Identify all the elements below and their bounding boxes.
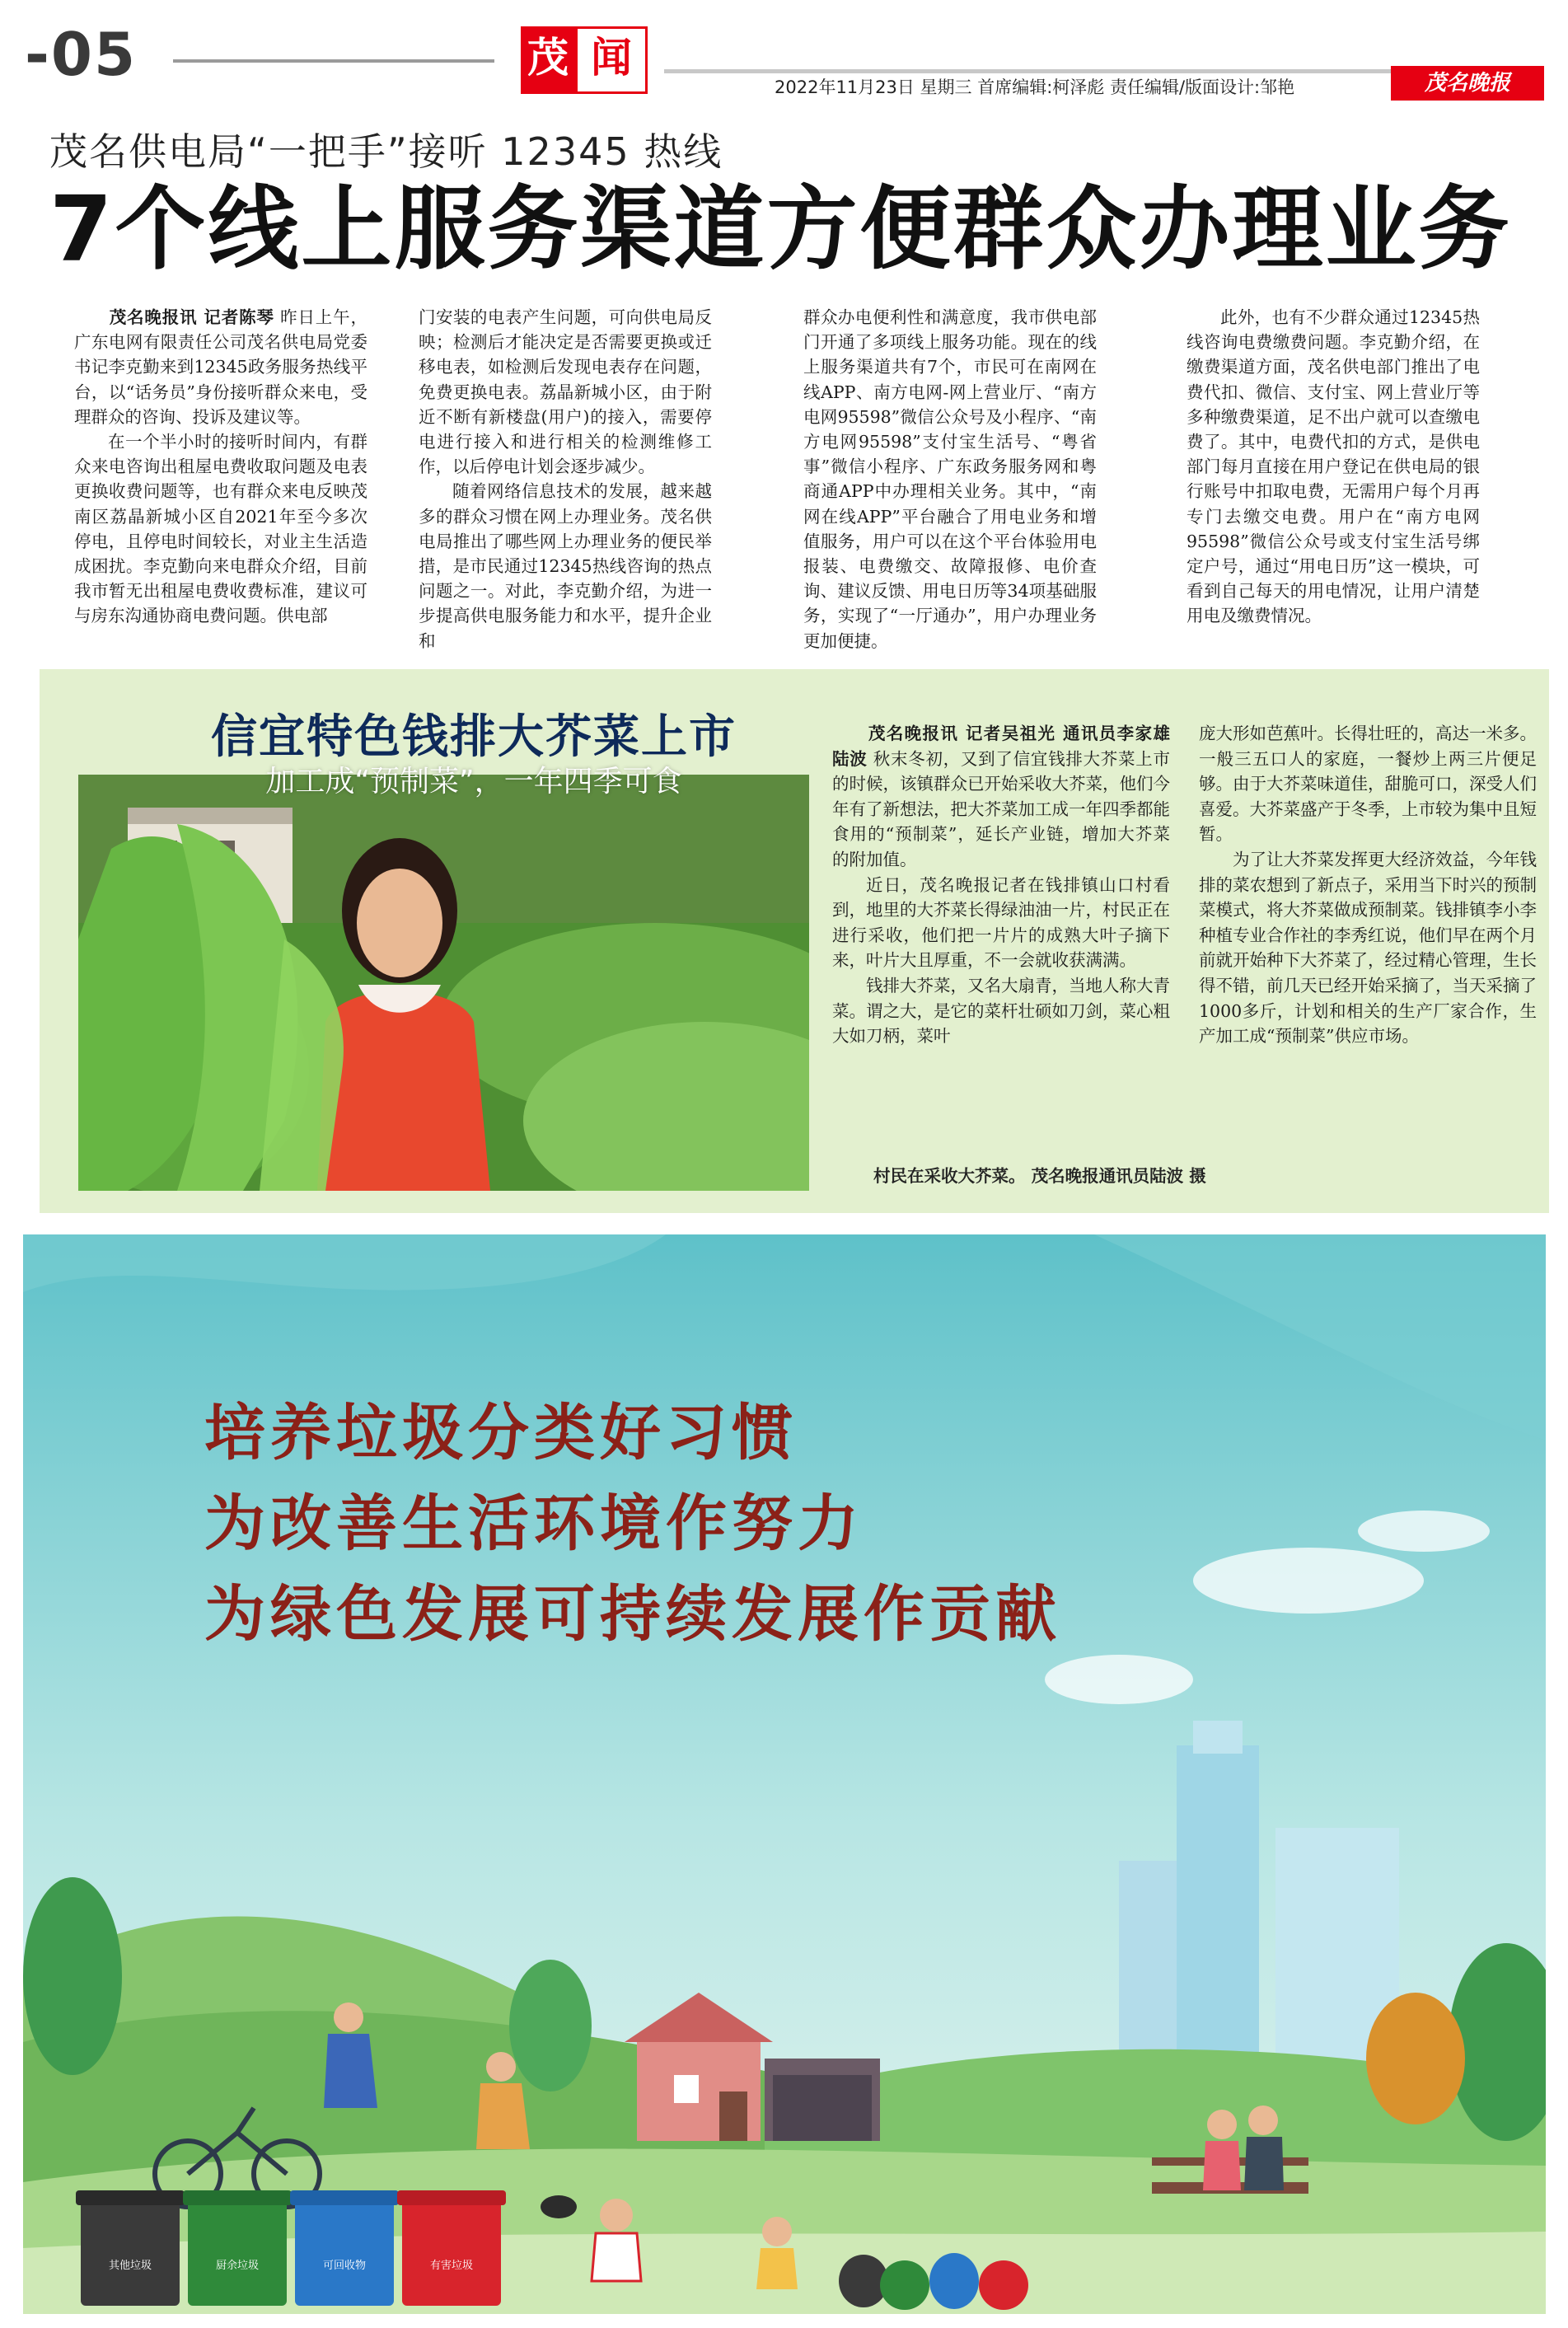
article-headline: 7个线上服务渠道方便群众办理业务 (49, 176, 1512, 282)
page-number-rule (173, 59, 494, 63)
article-column-1 (74, 305, 367, 629)
mustard-harvest-photo (78, 775, 809, 1191)
bin-hazardous (397, 2190, 506, 2306)
article-paragraph: 昨日上午，广东电网有限责任公司茂名供电局党委书记李克勤来到12345政务服务热线平台，以“话务员”身份接听群众来电，受理群众的咨询、投诉及建议等。 (74, 307, 367, 427)
article-paragraph: 门安装的电表产生问题，可向供电局反映；检测后才能决定是否需要更换或迁移电表，如检测后发现电表存在问题，免费更换电表。荔晶新城小区，由于附近不断有新楼盘(用户)的接入，需要停电进行接入和进行相关的检测维修工作，以后停电计划会逐步减少。 (419, 307, 712, 477)
bin-other-waste (76, 2190, 185, 2306)
article-byline: 茂名晚报讯 记者陈琴 (109, 307, 274, 327)
feature-column-1 (832, 721, 1170, 1049)
page-number: -05 (25, 20, 138, 89)
section-tag-char1: 茂 (527, 34, 569, 82)
psa-slogan-2: 为改善生活环境作努力 (204, 1488, 864, 1559)
feature-column-2 (1199, 721, 1537, 1049)
bin-label: 可回收物 (322, 2260, 367, 2272)
feature-paragraph: 庞大形如芭蕉叶。长得壮旺的，高达一米多。一般三五口人的家庭，一餐炒上两三片便足够。由于大芥菜味道佳，甜脆可口，深受人们喜爱。大芥菜盛产于冬季，上市较为集中且短暂。 (1199, 724, 1537, 845)
article-column-2 (419, 305, 712, 653)
feature-byline: 茂名晚报讯 记者吴祖光 通讯员李家雄 陆波 (832, 724, 1170, 769)
bin-recyclable (290, 2190, 399, 2306)
article-column-4 (1187, 305, 1480, 629)
article-paragraph: 随着网络信息技术的发展，越来越多的群众习惯在网上办理业务。茂名供电局推出了哪些网上办理业务的便民举措，是市民通过12345热线咨询的热点问题之一。对此，李克勤介绍，为进一步提高供电服务能力和水平，提升企业和 (419, 481, 712, 651)
feature-paragraph: 秋末冬初，又到了信宜钱排大芥菜上市的时候，该镇群众已开始采收大芥菜，他们今年有了新想法，把大芥菜加工成一年四季都能食用的“预制菜”，延长产业链，增加大芥菜的附加值。 (832, 748, 1171, 869)
article-paragraph: 在一个半小时的接听时间内，有群众来电咨询出租屋电费收取问题及电表更换收费问题等，也有群众来电反映茂南区荔晶新城小区自2021年至今多次停电，且停电时间较长，对业主生活造成困扰。李克勤向来电群众介绍，目前我市暂无出租屋电费收费标准，建议可与房东沟通协商电费问题。供电部 (74, 432, 367, 626)
psa-slogan-3: 为绿色发展可持续发展作贡献 (204, 1579, 1061, 1650)
bin-label: 有害垃圾 (429, 2260, 474, 2272)
article-subheadline: 茂名供电局“一把手”接听 12345 热线 (49, 129, 723, 174)
article-paragraph: 群众办电便利性和满意度，我市供电部门开通了多项线上服务功能。现在的线上服务渠道共有7个，市民可在南网在线APP、南方电网-网上营业厅、“南方电网95598”微信公众号及小程序、“南方电网95598”支付宝生活号、“粤省事”微信小程序、广东政务服务网和粤商通APP中办理相关业务。其中，“南网在线APP”平台融合了用电业务和增值服务，用户可以在这个平台体验用电报装、电费缴交、故障报修、电价查询、建议反馈、用电日历等34项基础服务，实现了“一厅通办”，用户办理业务更加便捷。 (803, 307, 1097, 651)
feature-paragraph: 为了让大芥菜发挥更大经济效益，今年钱排的菜农想到了新点子，采用当下时兴的预制菜模式，将大芥菜做成预制菜。钱排镇李小李种植专业合作社的李秀红说，他们早在两个月前就开始种下大芥菜了，经过精心管理，生长得不错，前几天已经开始采摘了，当天采摘了1000多斤，计划和相关的生产厂家合作，生产加工成“预制菜”供应市场。 (1199, 849, 1537, 1047)
feature-paragraph: 近日，茂名晚报记者在钱排镇山口村看到，地里的大芥菜长得绿油油一片，村民正在进行采收，他们把一片片的成熟大叶子摘下来，叶片大且厚重，不一会就收获满满。 (832, 874, 1170, 971)
feature-title: 信宜特色钱排大芥菜上市 (211, 710, 737, 764)
psa-slogan-1: 培养垃圾分类好习惯 (204, 1398, 798, 1468)
section-tag-char2: 闻 (591, 34, 632, 82)
dateline: 2022年11月23日 星期三 首席编辑:柯泽彪 责任编辑/版面设计:邹艳 (775, 77, 1295, 97)
bin-label: 厨余垃圾 (215, 2260, 260, 2272)
bin-label: 其他垃圾 (108, 2260, 152, 2272)
feature-paragraph: 钱排大芥菜，又名大扇青，当地人称大青菜。谓之大，是它的菜杆壮硕如刀剑，菜心粗大如刀柄，菜叶 (832, 975, 1170, 1047)
article-column-3 (803, 305, 1097, 653)
photo-caption: 村民在采收大芥菜。 茂名晚报通讯员陆波 摄 (873, 1166, 1206, 1186)
article-paragraph: 此外，也有不少群众通过12345热线咨询电费缴费问题。李克勤介绍，在缴费渠道方面，茂名供电部门推出了电费代扣、微信、支付宝、网上营业厅等多种缴费渠道，足不出户就可以查缴电费了。其中，电费代扣的方式，是供电部门每月直接在用户登记在供电局的银行账号中扣取电费，无需用户每个月再专门去缴交电费。用户在“南方电网95598”微信公众号或支付宝生活号绑定户号，通过“用电日历”这一模块，可看到自己每天的用电情况，让用户清楚用电及缴费情况。 (1187, 307, 1480, 626)
bin-kitchen-waste (183, 2190, 292, 2306)
feature-subtitle: 加工成“预制菜”，一年四季可食 (265, 765, 682, 799)
paper-logo: 茂名晚报 (1391, 66, 1544, 101)
